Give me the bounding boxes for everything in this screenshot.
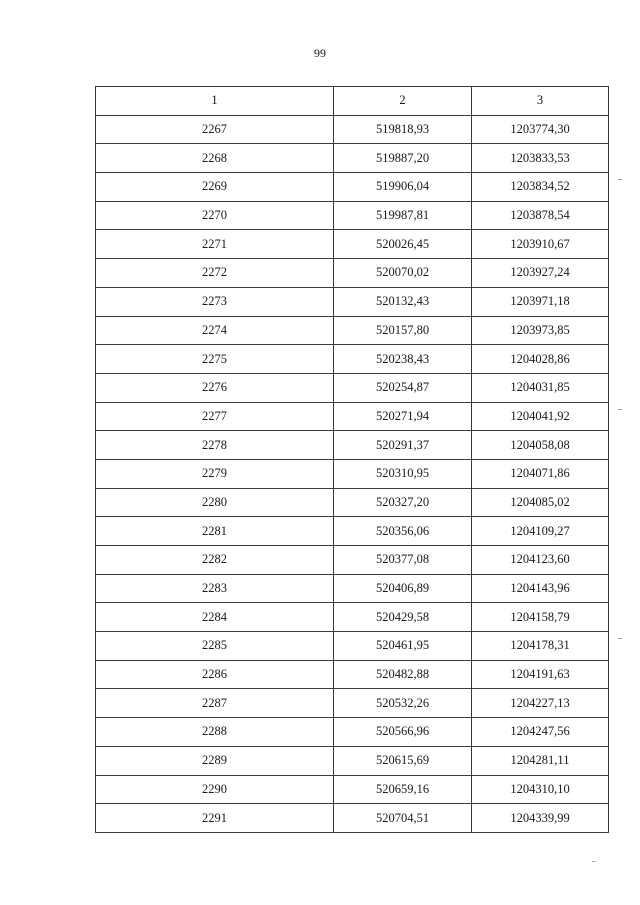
table-cell-col-2: 519987,81 xyxy=(334,201,472,230)
table-row xyxy=(96,345,609,374)
table-cell-col-2: 520406,89 xyxy=(334,574,472,603)
table-cell-col-3: 1203878,54 xyxy=(472,201,609,230)
table-cell-col-1: 2271 xyxy=(96,230,334,259)
table-cell-col-3: 1204247,56 xyxy=(472,718,609,747)
page-number: 99 xyxy=(314,46,326,60)
table-row xyxy=(96,746,609,775)
table-cell-col-2: 520070,02 xyxy=(334,259,472,288)
table-row xyxy=(96,689,609,718)
table-cell-col-1: 2274 xyxy=(96,316,334,345)
table-row xyxy=(96,201,609,230)
table-cell-col-2: 520291,37 xyxy=(334,431,472,460)
table-cell-col-1: 2291 xyxy=(96,804,334,833)
table-cell-col-2: 520157,80 xyxy=(334,316,472,345)
table-cell-col-1: 2275 xyxy=(96,345,334,374)
table-cell-col-3: 1204041,92 ‾ xyxy=(472,402,609,431)
table-cell-col-3: 1203910,67 xyxy=(472,230,609,259)
table-header xyxy=(96,87,609,116)
table-cell-col-3: 1204143,96 xyxy=(472,574,609,603)
table-row xyxy=(96,402,609,431)
table-cell-col-2: 519887,20 xyxy=(334,144,472,173)
table-cell-col-1: 2273 xyxy=(96,287,334,316)
header-row xyxy=(96,87,609,116)
table-cell-col-2: 520238,43 xyxy=(334,345,472,374)
table-cell-col-3: 1203774,30 xyxy=(472,115,609,144)
table-row xyxy=(96,718,609,747)
table-row xyxy=(96,574,609,603)
table-row xyxy=(96,775,609,804)
table-cell-col-3: 1204191,63 xyxy=(472,660,609,689)
coordinates-table xyxy=(95,86,622,833)
table-cell-col-2: 520659,16 xyxy=(334,775,472,804)
table-row xyxy=(96,287,609,316)
table-cell-col-2: 519906,04 xyxy=(334,173,472,202)
table-cell-col-3: 1204178,31 ‾ xyxy=(472,632,609,661)
table-cell-col-1: 2272 xyxy=(96,259,334,288)
table-row xyxy=(96,660,609,689)
pen-mark: ‾ xyxy=(618,638,622,651)
table-cell-col-1: 2277 xyxy=(96,402,334,431)
table-cell-col-3: 1203973,85 xyxy=(472,316,609,345)
table-cell-col-2: 520704,51 xyxy=(334,804,472,833)
table-cell-col-3: 1203833,53 xyxy=(472,144,609,173)
table-cell-col-2: 519818,93 xyxy=(334,115,472,144)
scan-mark: ‾ xyxy=(592,862,596,873)
table-cell-col-1: 2278 xyxy=(96,431,334,460)
table-cell-col-3: 1204085,02 xyxy=(472,488,609,517)
table-cell-col-1: 2282 xyxy=(96,546,334,575)
table-cell-col-2: 520377,08 xyxy=(334,546,472,575)
header-col-3: 3 xyxy=(472,87,609,116)
header-col-2: 2 xyxy=(334,87,472,116)
table-cell-col-3: 1204028,86 xyxy=(472,345,609,374)
table-cell-col-1: 2270 xyxy=(96,201,334,230)
table-cell-col-2: 520026,45 xyxy=(334,230,472,259)
table-cell-col-1: 2286 xyxy=(96,660,334,689)
table-cell-col-2: 520566,96 xyxy=(334,718,472,747)
table-cell-col-2: 520532,26 xyxy=(334,689,472,718)
table-row xyxy=(96,173,609,202)
table-cell-col-3: 1203834,52 ‾ xyxy=(472,173,609,202)
table-cell-col-2: 520327,20 xyxy=(334,488,472,517)
table-cell-col-2: 520356,06 xyxy=(334,517,472,546)
table-cell-col-1: 2269 xyxy=(96,173,334,202)
table-cell-col-2: 520482,88 xyxy=(334,660,472,689)
table-body xyxy=(96,115,622,832)
table-row xyxy=(96,230,609,259)
table-cell-col-3: 1204339,99 xyxy=(472,804,609,833)
table-row xyxy=(96,459,609,488)
table-cell-col-2: 520271,94 xyxy=(334,402,472,431)
table-cell-col-2: 520615,69 xyxy=(334,746,472,775)
table-cell-col-1: 2290 xyxy=(96,775,334,804)
table-cell-col-1: 2281 xyxy=(96,517,334,546)
table-cell-col-3: 1204281,11 xyxy=(472,746,609,775)
table-cell-col-2: 520132,43 xyxy=(334,287,472,316)
table-cell-col-3: 1203927,24 xyxy=(472,259,609,288)
table-row xyxy=(96,431,609,460)
table-row xyxy=(96,603,609,632)
table-cell-col-1: 2288 xyxy=(96,718,334,747)
table-row xyxy=(96,546,609,575)
table-cell-col-2: 520461,95 xyxy=(334,632,472,661)
table-row xyxy=(96,632,609,661)
table-cell-col-3: 1204031,85 xyxy=(472,373,609,402)
table-row xyxy=(96,316,609,345)
table-cell-col-1: 2285 xyxy=(96,632,334,661)
table-row xyxy=(96,144,609,173)
table-row xyxy=(96,488,609,517)
table-cell-col-1: 2287 xyxy=(96,689,334,718)
table-row xyxy=(96,115,609,144)
table-cell-col-3: 1204109,27 xyxy=(472,517,609,546)
table-row xyxy=(96,259,609,288)
table-cell-col-3: 1204123,60 xyxy=(472,546,609,575)
table-cell-col-2: 520254,87 xyxy=(334,373,472,402)
table-row xyxy=(96,517,609,546)
table-cell-col-3: 1204058,08 xyxy=(472,431,609,460)
pen-mark: ‾ xyxy=(618,179,622,192)
pen-mark: ‾ xyxy=(618,408,622,421)
table-cell-col-3: 1203971,18 xyxy=(472,287,609,316)
table-cell-col-1: 2289 xyxy=(96,746,334,775)
table-cell-col-1: 2268 xyxy=(96,144,334,173)
table-cell-col-3: 1204227,13 xyxy=(472,689,609,718)
table-cell-col-3: 1204071,86 xyxy=(472,459,609,488)
table-row xyxy=(96,373,609,402)
table-cell-col-3: 1204310,10 xyxy=(472,775,609,804)
table-cell-col-1: 2284 xyxy=(96,603,334,632)
table-cell-col-3: 1204158,79 xyxy=(472,603,609,632)
table-row xyxy=(96,804,609,833)
table-cell-col-1: 2280 xyxy=(96,488,334,517)
table-cell-col-2: 520310,95 xyxy=(334,459,472,488)
table-cell-col-2: 520429,58 xyxy=(334,603,472,632)
table-cell-col-1: 2276 xyxy=(96,373,334,402)
table-cell-col-1: 2279 xyxy=(96,459,334,488)
table-cell-col-1: 2267 xyxy=(96,115,334,144)
header-col-1: 1 xyxy=(96,87,334,116)
table-cell-col-1: 2283 xyxy=(96,574,334,603)
